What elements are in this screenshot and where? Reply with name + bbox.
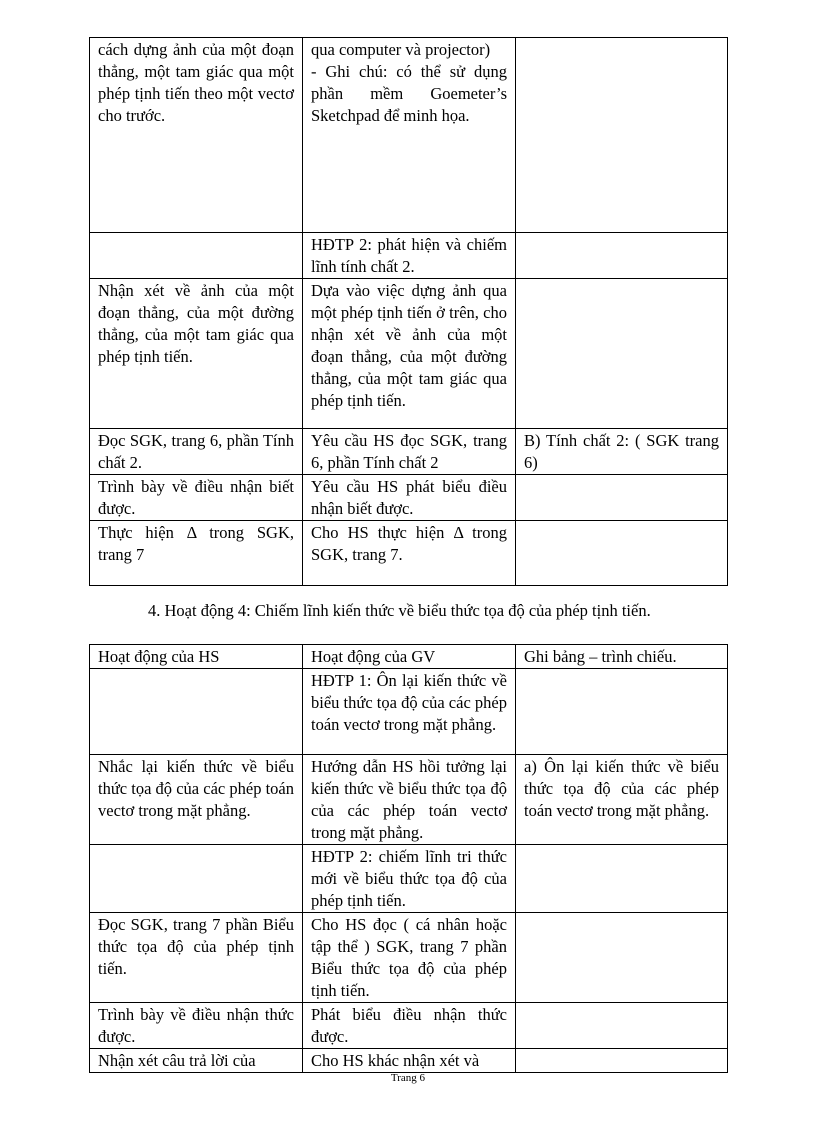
cell-board-notes	[516, 1049, 728, 1073]
cell-student-activity: Trình bày về điều nhận biết được.	[90, 475, 303, 521]
cell-board-notes	[516, 521, 728, 586]
activity-table-continued	[89, 37, 728, 586]
cell-student-activity: Nhắc lại kiến thức về biểu thức tọa độ của các phép toán vectơ trong mặt phẳng.	[90, 755, 303, 845]
cell-teacher-activity: Cho HS khác nhận xét và	[303, 1049, 516, 1073]
cell-board-notes	[516, 669, 728, 755]
cell-teacher-activity: qua computer và projector) - Ghi chú: có thể sử dụng phần mềm Goemeter’s Sketchpad để minh họa.	[303, 38, 516, 233]
page-number: Trang 6	[390, 1072, 426, 1084]
header-board-notes: Ghi bảng – trình chiếu.	[516, 645, 728, 669]
table-row	[90, 475, 728, 521]
table-row	[90, 233, 728, 279]
cell-teacher-activity: HĐTP 1: Ôn lại kiến thức về biểu thức tọa độ của các phép toán vectơ trong mặt phẳng.	[303, 669, 516, 755]
cell-board-notes	[516, 913, 728, 1003]
table-row	[90, 279, 728, 429]
table-row	[90, 1049, 728, 1073]
header-teacher-activity: Hoạt động của GV	[303, 645, 516, 669]
cell-student-activity: Nhận xét câu trả lời của	[90, 1049, 303, 1073]
cell-student-activity	[90, 669, 303, 755]
cell-teacher-activity: Yêu cầu HS đọc SGK, trang 6, phần Tính chất 2	[303, 429, 516, 475]
cell-board-notes	[516, 233, 728, 279]
cell-teacher-activity: HĐTP 2: phát hiện và chiếm lĩnh tính chất 2.	[303, 233, 516, 279]
cell-teacher-activity: Hướng dẫn HS hồi tưởng lại kiến thức về biểu thức tọa độ của các phép toán vectơ trong mặt phẳng.	[303, 755, 516, 845]
cell-student-activity: Đọc SGK, trang 6, phần Tính chất 2.	[90, 429, 303, 475]
section-heading: 4. Hoạt động 4: Chiếm lĩnh kiến thức về biểu thức tọa độ của phép tịnh tiến.	[148, 601, 651, 620]
table-row	[90, 1003, 728, 1049]
cell-student-activity	[90, 233, 303, 279]
table-header-row	[90, 645, 728, 669]
cell-board-notes	[516, 475, 728, 521]
table-row	[90, 429, 728, 475]
table-row	[90, 38, 728, 233]
cell-student-activity	[90, 845, 303, 913]
cell-board-notes	[516, 845, 728, 913]
cell-board-notes	[516, 38, 728, 233]
cell-teacher-activity: Dựa vào việc dựng ảnh qua một phép tịnh tiến ở trên, cho nhận xét về ảnh của một đoạn thẳng, của một đường thẳng, của một tam giác qua phép tịnh tiến.	[303, 279, 516, 429]
cell-teacher-activity: Yêu cầu HS phát biểu điều nhận biết được.	[303, 475, 516, 521]
cell-student-activity: cách dựng ảnh của một đoạn thẳng, một tam giác qua một phép tịnh tiến theo một vectơ cho trước.	[90, 38, 303, 233]
cell-student-activity: Nhận xét về ảnh của một đoạn thẳng, của một đường thẳng, của một tam giác qua phép tịnh tiến.	[90, 279, 303, 429]
cell-teacher-activity: Cho HS thực hiện Δ trong SGK, trang 7.	[303, 521, 516, 586]
cell-teacher-activity: HĐTP 2: chiếm lĩnh tri thức mới về biểu thức tọa độ của phép tịnh tiến.	[303, 845, 516, 913]
activity-4-table	[89, 644, 728, 1073]
cell-teacher-activity: Phát biểu điều nhận thức được.	[303, 1003, 516, 1049]
cell-board-notes: B) Tính chất 2: ( SGK trang 6)	[516, 429, 728, 475]
cell-student-activity: Đọc SGK, trang 7 phần Biểu thức tọa độ của phép tịnh tiến.	[90, 913, 303, 1003]
cell-board-notes	[516, 279, 728, 429]
table-row	[90, 669, 728, 755]
cell-board-notes	[516, 1003, 728, 1049]
table-row	[90, 755, 728, 845]
table-row	[90, 845, 728, 913]
cell-student-activity: Trình bày về điều nhận thức được.	[90, 1003, 303, 1049]
cell-board-notes: a) Ôn lại kiến thức về biểu thức tọa độ của các phép toán vectơ trong mặt phẳng.	[516, 755, 728, 845]
header-student-activity: Hoạt động của HS	[90, 645, 303, 669]
table-row	[90, 913, 728, 1003]
cell-teacher-activity: Cho HS đọc ( cá nhân hoặc tập thể ) SGK, trang 7 phần Biểu thức tọa độ của phép tịnh tiến.	[303, 913, 516, 1003]
table-row	[90, 521, 728, 586]
cell-student-activity: Thực hiện Δ trong SGK, trang 7	[90, 521, 303, 586]
